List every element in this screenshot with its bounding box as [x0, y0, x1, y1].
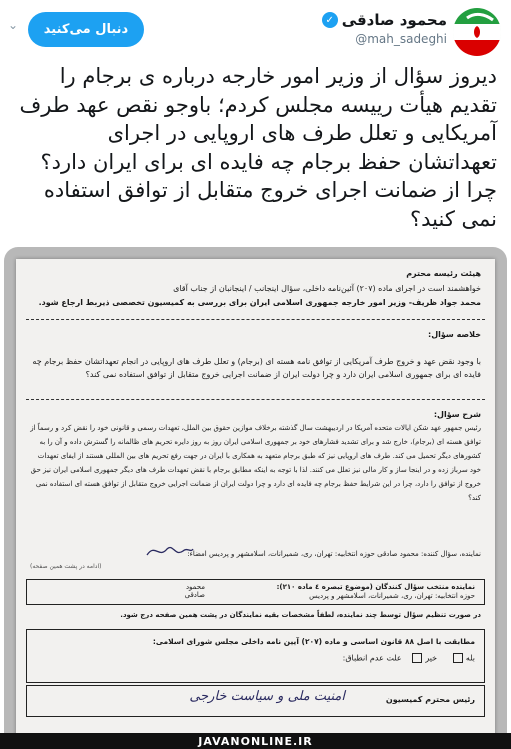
author-name[interactable]: محمود صادقی	[341, 11, 447, 29]
site-watermark: JAVANONLINE.IR	[0, 733, 511, 749]
checkbox-yes	[453, 653, 463, 663]
attached-photo[interactable]	[4, 247, 507, 749]
iran-flag-avatar	[453, 8, 501, 56]
doc-committee-label: رئیس محترم کمیسیون	[385, 695, 475, 704]
doc-summary-text: با وجود نقض عهد و خروج طرف آمریکایی از توافق نامه هسته ای (برجام) و تعلل طرف های اروپایی در انجام تعهداتشان حفظ برجام چه فایده ای برای جمهوری اسلامی ایران دارد و چرا دولت ایران از ضمانت اجرایی خروج متقابل از توافق استفاده نمی کند؟	[32, 357, 481, 379]
avatar[interactable]	[453, 8, 501, 56]
doc-compliance-options	[30, 653, 475, 663]
tweet-header	[0, 0, 511, 60]
doc-heading: هیئت رئیسه محترم	[406, 269, 481, 278]
following-button[interactable]: دنبال می‌کنید	[28, 12, 144, 47]
verified-badge-icon: ✓	[322, 12, 338, 28]
doc-divider	[26, 399, 485, 400]
doc-multi-signer-note: در صورت تنظیم سؤال توسط چند نماینده، لطفاً مشخصات بقیه نمایندگان در پشت همین صفحه درج شود.	[120, 611, 481, 619]
doc-explanation-text: رئیس جمهور عهد شکن ایالات متحده آمریکا در اردیبهشت سال گذشته برخلاف موازین حقوق بین الملل، تعهدات رسمی و قانونی خود را نقض کرد و رسماً از توافق هسته ای (برجام)، خارج شد و برای تشدید فشارهای خود بر جمهوری اسلامی ایران روز به روز دایره تحریم های ظالمانه را گسترش داده و آن را به کشورهای دیگر تحمیل می کند. طرف های اروپایی نیز که طبق برجام متعهد به همکاری با ایران در جهت رفع تحریم های بین المللی هستند از ایفای تعهدات خود سرباز زده و در اینجا ساز و کار مالی نیز تعلل می کنند. لذا با توجه به اینکه مطابق برجام با نقض تعهدات طرف های دیگر جمهوری اسلامی ایران نیز حق خروج از توافق را دارد، چرا در این شرایط حفظ برجام چه فایده ای دارد و چرا دولت ایران از ضمانت اجرایی خروج متقابل از توافق هسته ای استفاده نمی کند؟	[30, 424, 481, 502]
chevron-down-icon[interactable]: ⌄	[8, 18, 19, 32]
doc-divider	[26, 319, 485, 320]
checkbox-no	[412, 653, 422, 663]
doc-representative-name: محمود صادقی	[184, 583, 205, 599]
option-no: خیر	[425, 653, 438, 663]
option-yes: بله	[465, 653, 475, 663]
author-handle[interactable]: @mah_sadeghi	[355, 32, 447, 46]
doc-representative-district: حوزه انتخابیه: تهران، ری، شمیرانات، اسلامشهر و پردیس	[309, 592, 475, 600]
question-form-document	[16, 259, 495, 749]
doc-committee-handwriting: امنیت ملی و سیاست خارجی	[189, 689, 345, 704]
tweet-text: دیروز سؤال از وزیر امور خارجه درباره ی برجام را تقدیم هیأت رییسه مجلس کردم؛ باوجو نقص عهد طرف آمریکایی و تعلل طرف های اروپایی در اجرای تعهداتشان حفظ برجام چه فایده ای برای ایران دارد؟ چرا از ضمانت اجرای خروج متقابل از توافق استفاده نمی کنید؟	[19, 64, 497, 231]
doc-request-line: خواهشمند است در اجرای ماده (۲۰۷) آئین‌نامه داخلی، سؤال اینجانب / اینجانبان از جناب آقای	[173, 284, 481, 293]
author-name-row	[322, 10, 447, 30]
doc-addressee-line: محمد جواد ظریف- وزیر امور خارجه جمهوری اسلامی ایران برای بررسی به کمیسیون تخصصی ذیربط ارجاع شود.	[38, 298, 481, 307]
doc-summary-label: خلاصه سؤال:	[428, 330, 481, 339]
doc-explanation-label: شرح سؤال:	[433, 410, 481, 419]
doc-representative-label: نماینده منتخب سؤال کنندگان (موضوع تبصره ٤ ماده ٢١٠):	[276, 583, 475, 591]
doc-signature-row: نماینده، سؤال کننده: محمود صادقی حوزه انتخابیه: تهران، ری، شمیرانات، اسلامشهر و پردیس امضاء:	[187, 550, 481, 558]
doc-signature-note: (ادامه در پشت همین صفحه)	[30, 563, 102, 570]
doc-compliance-line: مطابقت با اصل ۸۸ قانون اساسی و ماده (۲۰۷) آیین نامه داخلی مجلس شورای اسلامی:	[152, 637, 475, 646]
option-reason: علت عدم انطباق:	[342, 653, 402, 663]
